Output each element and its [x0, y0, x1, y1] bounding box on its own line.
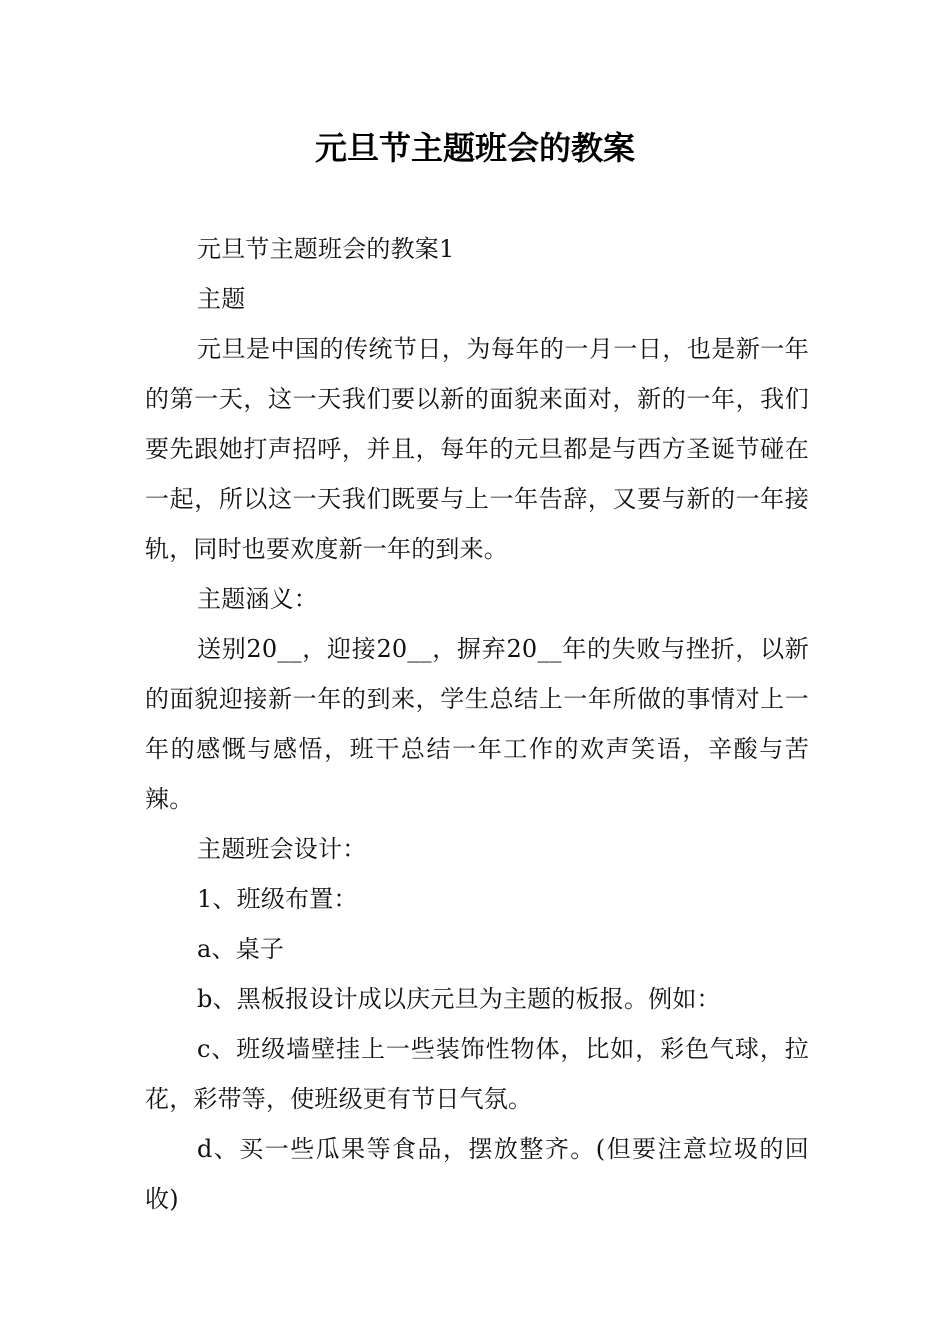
paragraph-design-label: 主题班会设计：: [197, 835, 367, 863]
paragraph-item-1: 1、班级布置：: [197, 885, 358, 913]
document-body: [145, 224, 809, 1224]
paragraph-intro: 元旦是中国的传统节日，为每年的一月一日，也是新一年的第一天，这一天我们要以新的面貌来面对，新的一年，我们要先跟她打声招呼，并且，每年的元旦都是与西方圣诞节碰在一起，所以这一天我们既要与上一年告辞，又要与新的一年接轨，同时也要欢度新一年的到来。: [145, 335, 809, 563]
paragraph-meaning-label: 主题涵义：: [197, 585, 318, 613]
paragraph-item-a: a、桌子: [197, 935, 285, 963]
paragraph-meaning: 送别20__，迎接20__，摒弃20__年的失败与挫折，以新的面貌迎接新一年的到来，学生总结上一年所做的事情对上一年的感慨与感悟，班干总结一年工作的欢声笑语，辛酸与苦辣。: [145, 635, 809, 813]
paragraph-theme-label: 主题: [197, 285, 246, 313]
document-title: 元旦节主题班会的教案: [314, 129, 635, 167]
paragraph-item-b: b、黑板报设计成以庆元旦为主题的板报。例如：: [197, 985, 721, 1013]
paragraph-item-d: d、买一些瓜果等食品，摆放整齐。(但要注意垃圾的回收): [145, 1135, 809, 1213]
paragraph-item-c: c、班级墙壁挂上一些装饰性物体，比如，彩色气球，拉花，彩带等，使班级更有节日气氛。: [145, 1035, 809, 1113]
section-heading: 元旦节主题班会的教案1: [197, 235, 455, 263]
